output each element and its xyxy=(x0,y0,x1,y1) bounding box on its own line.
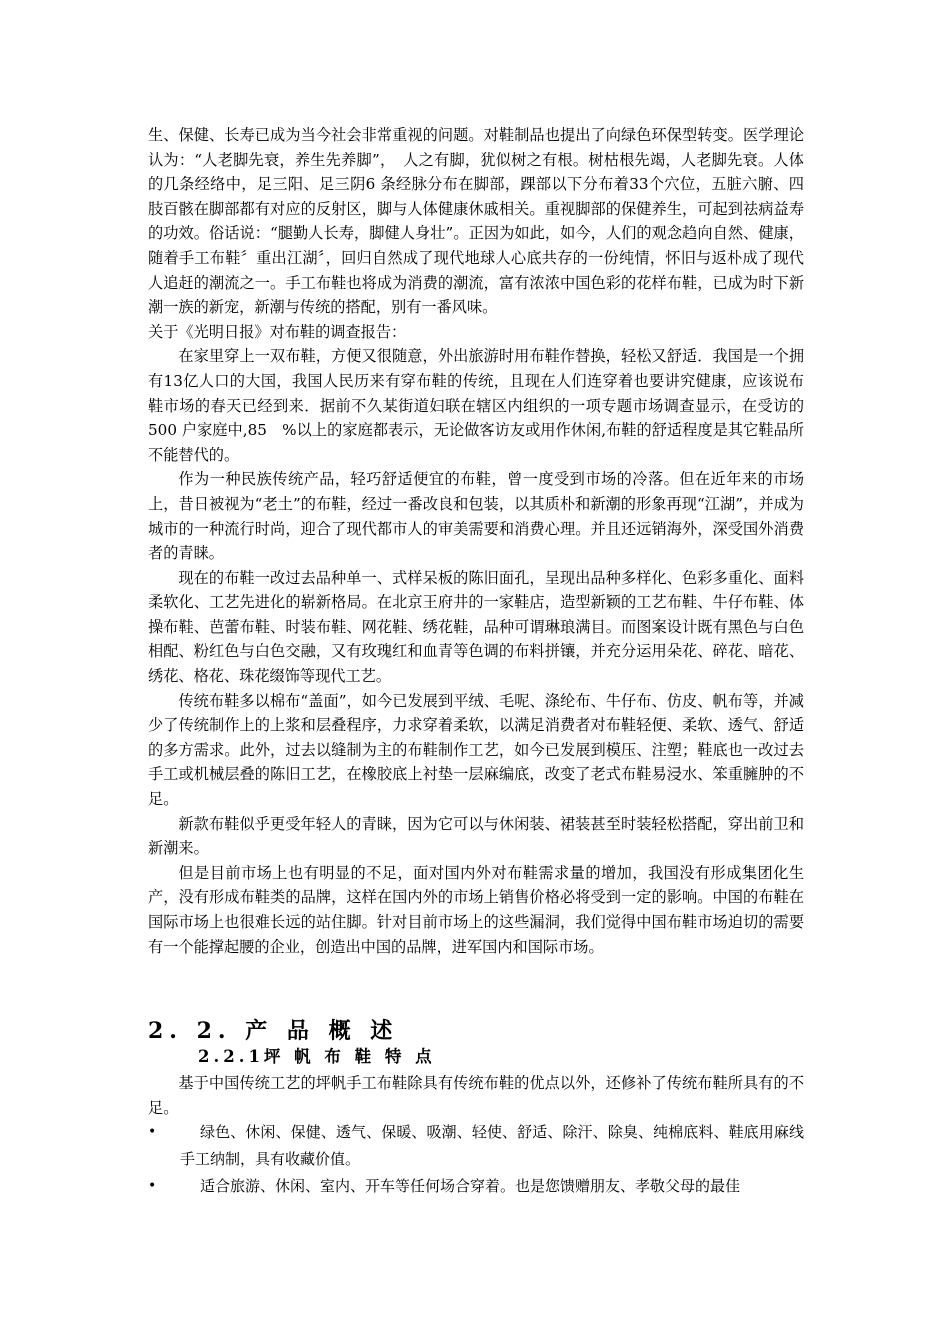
feature-list xyxy=(148,1119,804,1200)
body-text xyxy=(148,123,804,959)
section-intro-block xyxy=(148,1071,804,1120)
section-intro: 基于中国传统工艺的坪帆手工布鞋除具有传统布鞋的优点以外，还修补了传统布鞋所具有的不足。 xyxy=(148,1074,804,1117)
paragraph-health: 生、保健、长寿已成为当今社会非常重视的问题。对鞋制品也提出了向绿色环保型转变。医学理论认为：“人老脚先衰，养生先养脚”， 人之有脚，犹似树之有根。树枯根先竭，人老脚先衰。人体的几条经络中，足三阳、足三阴6 条经脉分布在脚部，踝部以下分布着33个穴位，五脏六腑、四肢百骸在脚部都有对应的反射区，脚与人体健康休戚相关。重视脚部的保健养生，可起到祛病益寿的功效。俗话说：“腿勤人长寿，脚健人身壮”。正因为如此，如今，人们的观念趋向自然、健康，随着手工布鞋〞重出江湖〞，回归自然成了现代地球人心底共存的一份纯情，怀旧与返朴成了现代人追赶的潮流之一。手工布鞋也将成为消费的潮流，富有浓浓中国色彩的花样布鞋，已成为时下新潮一族的新宠，新潮与传统的搭配，别有一番风味。 xyxy=(148,126,804,317)
paragraph-youth: 新款布鞋似乎更受年轻人的青睐，因为它可以与休闲装、裙装甚至时装轻松搭配，穿出前卫和新潮来。 xyxy=(148,814,804,858)
list-item-text: 适合旅游、休闲、室内、开车等任何场合穿着。也是您馈赠朋友、孝敬父母的最佳 xyxy=(200,1177,741,1195)
bullet-icon: • xyxy=(148,1124,157,1140)
subsection-heading: 2.2.1坪 帆 布 鞋 特 点 xyxy=(198,1047,436,1066)
paragraph-variety: 现在的布鞋一改过去品种单一、式样呆板的陈旧面孔，呈现出品种多样化、色彩多重化、面料柔软化、工艺先进化的崭新格局。在北京王府井的一家鞋店，造型新颖的工艺布鞋、牛仔布鞋、体操布鞋、芭蕾布鞋、时装布鞋、网花鞋、绣花鞋，品种可谓琳琅满目。而图案设计既有黑色与白色相配、粉红色与白色交融，又有玫瑰红和血青等色调的布料拼镶，并充分运用朵花、碎花、暗花、绣花、格花、珠花缀饰等现代工艺。 xyxy=(148,568,804,686)
paragraph-materials: 传统布鞋多以棉布“盖面”，如今已发展到平绒、毛呢、涤纶布、牛仔布、仿皮、帆布等，并减少了传统制作上的上浆和层叠程序，力求穿着柔软，以满足消费者对布鞋轻便、柔软、透气、舒适的多方需求。此外，过去以缝制为主的布鞋制作工艺，如今已发展到模压、注塑；鞋底也一改过去手工或机械层叠的陈旧工艺，在橡胶底上衬垫一层麻编底，改变了老式布鞋易浸水、笨重臃肿的不足。 xyxy=(148,691,804,809)
paragraph-shortcomings: 但是目前市场上也有明显的不足，面对国内外对布鞋需求量的增加，我国没有形成集团化生产，没有形成布鞋类的品牌，这样在国内外的市场上销售价格必将受到一定的影响。中国的布鞋在国际市场上也很难长远的站住脚。针对目前市场上的这些漏洞，我们觉得中国布鞋市场迫切的需要有一个能撑起腰的企业，创造出中国的品牌，进军国内和国际市场。 xyxy=(148,863,804,956)
list-item xyxy=(148,1173,804,1200)
bullet-icon: • xyxy=(148,1178,157,1194)
paragraph-tradition: 作为一种民族传统产品，轻巧舒适便宜的布鞋，曾一度受到市场的冷落。但在近年来的市场上，昔日被视为“老土”的布鞋，经过一番改良和包装，以其质朴和新潮的形象再现“江湖”，并成为城市的一种流行时尚，迎合了现代都市人的审美需要和消费心理。并且还远销海外，深受国外消费者的青睐。 xyxy=(148,470,804,563)
paragraph-survey: 在家里穿上一双布鞋，方便又很随意，外出旅游时用布鞋作替换，轻松又舒适．我国是一个拥有13亿人口的大国，我国人民历来有穿布鞋的传统，且现在人们连穿着也要讲究健康，应该说布鞋市场的春天已经到来．据前不久某街道妇联在辖区内组织的一项专题市场调查显示，在受访的500 户家庭中,85 %以上的家庭都表示，无论做客访友或用作休闲,布鞋的舒适程度是其它鞋品所不能替代的。 xyxy=(148,347,804,464)
list-item-text: 绿色、休闲、保健、透气、保暖、吸潮、轻使、舒适、除汗、除臭、纯棉底料、鞋底用麻线手工纳制，具有收藏价值。 xyxy=(180,1123,804,1168)
paragraph-report-title: 关于《光明日报》对布鞋的调查报告： xyxy=(148,322,407,341)
list-item xyxy=(148,1119,804,1173)
section-heading: 2. 2. 产 品 概 述 xyxy=(148,1018,399,1044)
